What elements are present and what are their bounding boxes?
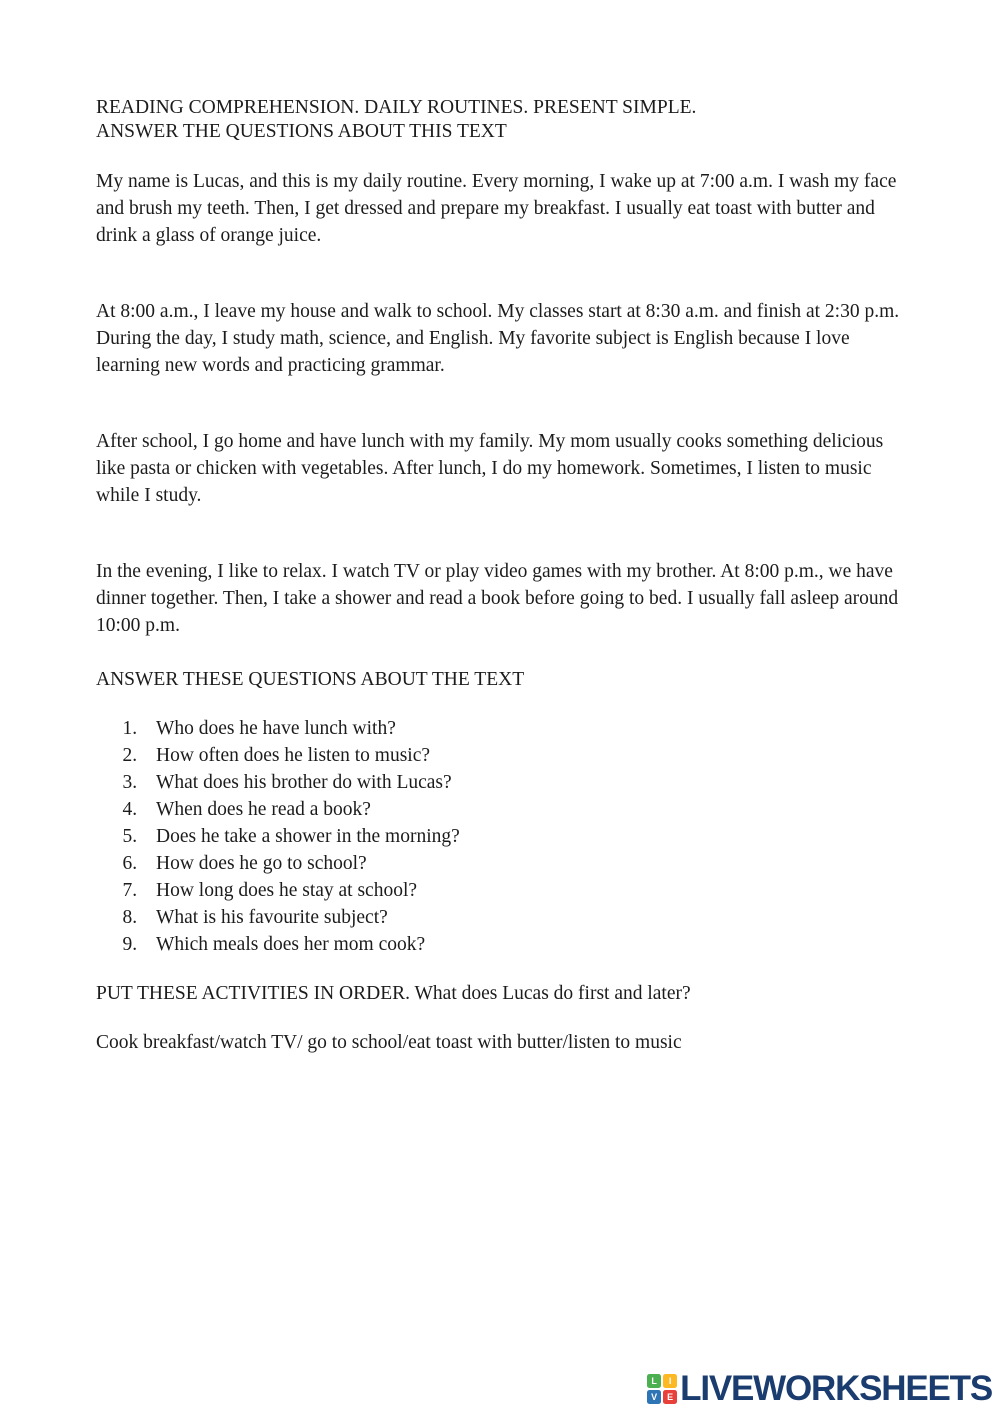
logo-square-e: E [663, 1390, 677, 1404]
question-item-9: 9. Which meals does her mom cook? [142, 931, 906, 958]
worksheet-page [96, 0, 906, 1076]
document-title [96, 96, 906, 144]
liveworksheets-logo-icon [647, 1374, 677, 1404]
question-item-2: 2. How often does he listen to music? [142, 742, 906, 769]
question-item-3: 3. What does his brother do with Lucas? [142, 769, 906, 796]
question-item-4: 4. When does he read a book? [142, 796, 906, 823]
liveworksheets-logo [647, 1369, 992, 1408]
title-line-2: ANSWER THE QUESTIONS ABOUT THIS TEXT [96, 121, 507, 142]
question-item-7: 7. How long does he stay at school? [142, 877, 906, 904]
order-activities-line: Cook breakfast/watch TV/ go to school/eat toast with butter/listen to music [96, 1032, 682, 1053]
question-list [96, 715, 906, 958]
question-item-5: 5. Does he take a shower in the morning? [142, 823, 906, 850]
title-line-1: READING COMPREHENSION. DAILY ROUTINES. PRESENT SIMPLE. [96, 97, 697, 118]
reading-paragraph-afternoon: After school, I go home and have lunch with my family. My mom usually cooks something delicious like pasta or chicken with vegetables. After lunch, I do my homework. Sometimes, I listen to music while I study. [96, 431, 884, 506]
question-item-8: 8. What is his favourite subject? [142, 904, 906, 931]
logo-square-i: I [663, 1374, 677, 1388]
reading-paragraph-school: At 8:00 a.m., I leave my house and walk to school. My classes start at 8:30 a.m. and finish at 2:30 p.m. During the day, I study math, science, and English. My favorite subject is English because I love learning new words and practicing grammar. [96, 301, 900, 376]
question-item-1: 1. Who does he have lunch with? [142, 715, 906, 742]
order-activities-heading: PUT THESE ACTIVITIES IN ORDER. What does Lucas do first and later? [96, 983, 691, 1004]
logo-square-v: V [647, 1390, 661, 1404]
questions-heading: ANSWER THESE QUESTIONS ABOUT THE TEXT [96, 669, 525, 690]
logo-square-l: L [647, 1374, 661, 1388]
logo-text: LIVEWORKSHEETS [680, 1369, 992, 1408]
question-item-6: 6. How does he go to school? [142, 850, 906, 877]
reading-paragraph-morning: My name is Lucas, and this is my daily routine. Every morning, I wake up at 7:00 a.m. I wash my face and brush my teeth. Then, I get dressed and prepare my breakfast. I usually eat toast with butter and drink a glass of orange juice. [96, 171, 897, 246]
reading-paragraph-evening: In the evening, I like to relax. I watch TV or play video games with my brother. At 8:00 p.m., we have dinner together. Then, I take a shower and read a book before going to bed. I usually fall asleep around 10:00 p.m. [96, 561, 899, 636]
